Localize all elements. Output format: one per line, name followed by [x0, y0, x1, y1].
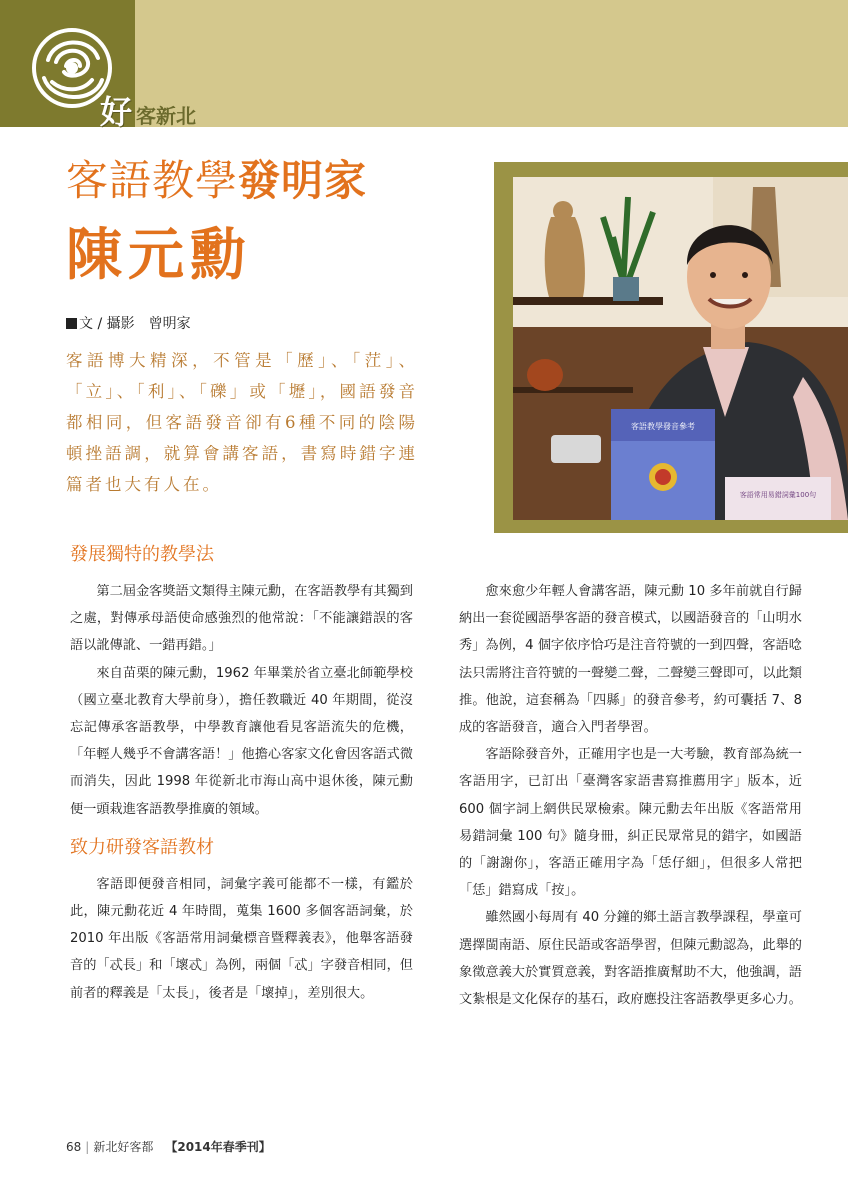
paragraph: 來自苗栗的陳元勳，1962 年畢業於省立臺北師範學校（國立臺北教育大學前身），擔任教職近 40 年期間，從沒忘記傳承客語教學，中學教育讓他看見客語流失的危機，「年輕人幾乎不會講客語！」他擔心客家文化會因客語式微而消失，因此 1998 年從新北市海山高中退休後，陳元勳便一頭栽進客語教學推廣的領域。 [70, 665, 413, 817]
magazine-name: 新北好客都 [93, 1140, 154, 1154]
issue-label: 【2014年春季刊】 [165, 1140, 271, 1154]
left-column [70, 540, 413, 1007]
magazine-brand [100, 88, 197, 131]
byline [66, 313, 191, 333]
byline-text: 文 / 攝影 曾明家 [79, 316, 191, 332]
right-column [459, 578, 802, 1013]
article-title [66, 156, 368, 205]
book-left-title: 客語教學發音參考 [631, 422, 695, 431]
paragraph: 第二屆金客獎語文類得主陳元勳，在客語教學有其獨到之處，對傳承母語使命感強烈的他常說：「不能讓錯誤的客語以訛傳訛、一錯再錯。」 [70, 584, 413, 654]
brand-big-char: 好 [100, 93, 133, 131]
lede-paragraph: 客語博大精深，不管是「歷」、「茳」、「立」、「利」、「礫」或「壢」，國語發音都相同，但客語發音卻有6種不同的陰陽頓挫語調，就算會講客語，書寫時錯字連篇者也大有人在。 [66, 351, 418, 494]
page-number: 68 [66, 1140, 82, 1154]
title-light: 客語教學 [66, 156, 239, 205]
paragraph: 客語除發音外，正確用字也是一大考驗，教育部為統一客語用字，已訂出「臺灣客家語書寫推薦用字」版本，近 600 個字詞上網供民眾檢索。陳元勳去年出版《客語常用易錯詞彙 100 句》隨身冊，糾正民眾常見的錯字，如國語的「謝謝你」，客語正確用字為「恁仔細」，但很多人常把「恁」錯寫成「按」。 [459, 747, 802, 899]
paragraph: 雖然國小每周有 40 分鐘的鄉土語言教學課程，學童可選擇閩南語、原住民語或客語學習，但陳元勳認為，此舉的象徵意義大於實質意義，對客語推廣幫助不大，他強調，語文紮根是文化保存的基石，政府應投注客語教學更多心力。 [459, 910, 802, 1008]
title-heavy: 發明家 [238, 156, 368, 205]
article-subject-name: 陳元勳 [66, 223, 252, 288]
square-bullet-icon [66, 318, 77, 329]
portrait-photo [513, 177, 848, 520]
page-footer [66, 1138, 271, 1155]
paragraph: 愈來愈少年輕人會講客語，陳元勳 10 多年前就自行歸納出一套從國語學客語的發音模式，以國語發音的「山明水秀」為例，4 個字依序恰巧是注音符號的一到四聲，客語唸法只需將注音符號的一聲變二聲，二聲變三聲即可，以此類推。他說，這套稱為「四縣」的發音參考，約可囊括 7、8 成的客語發音，適合入門者學習。 [459, 584, 802, 736]
footer-separator: | [85, 1140, 90, 1154]
section-heading-1: 發展獨特的教學法 [70, 544, 214, 565]
paragraph: 客語即便發音相同，詞彙字義可能都不一樣，有鑑於此，陳元勳花近 4 年時間，蒐集 1600 多個客語詞彙，於 2010 年出版《客語常用詞彙標音暨釋義表》，他舉客語發音的「忒長」和「壞忒」為例，兩個「忒」字發音相同，但前者的釋義是「太長」，後者是「壞掉」，差別很大。 [70, 876, 413, 1001]
brand-rest-text: 客新北 [136, 104, 197, 128]
book-right-title: 客語常用易錯詞彙100句 [739, 491, 817, 499]
section-heading-2: 致力研發客語教材 [70, 836, 214, 858]
